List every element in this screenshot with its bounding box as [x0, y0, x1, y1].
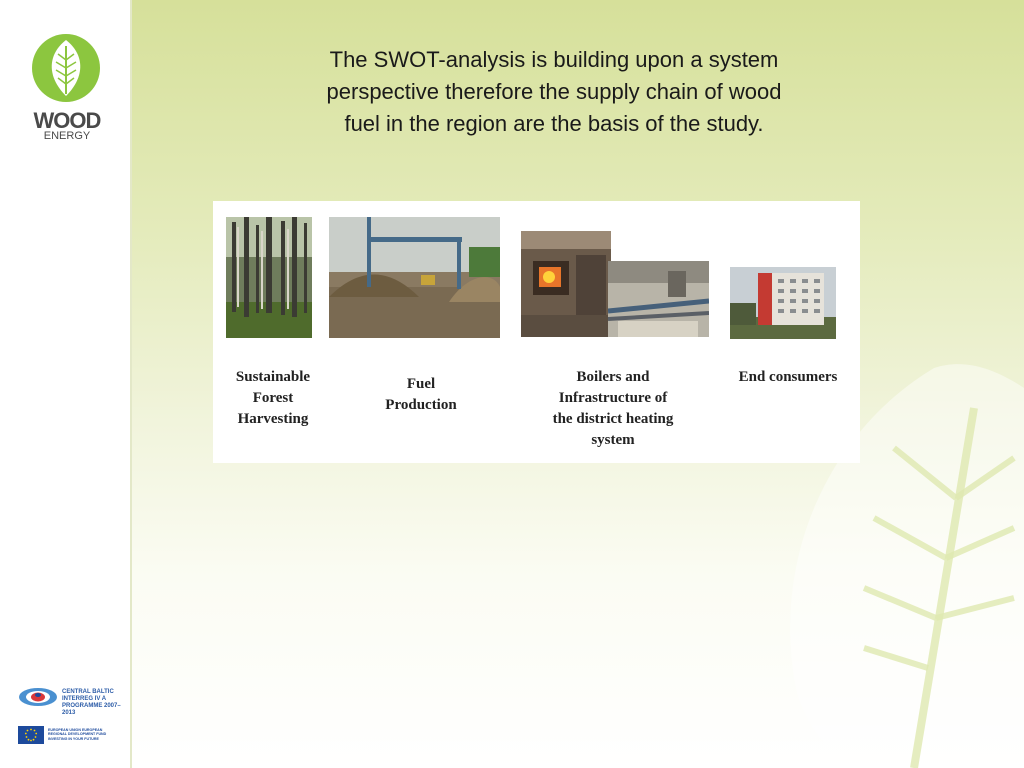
central-baltic-logo — [18, 684, 121, 724]
logo-wood-text: WOOD — [33, 108, 101, 133]
caption-end-consumers: End consumers — [738, 369, 838, 385]
forest-photo — [226, 217, 312, 338]
sidebar — [0, 0, 132, 768]
eu-fund-text: EUROPEAN UNION EUROPEAN REGIONAL DEVELOPMENT FUND INVESTING IN YOUR FUTURE — [48, 728, 107, 741]
fuel-production-photo — [329, 217, 500, 338]
caption-forest-harvesting: Sustainable Forest Harvesting — [235, 369, 311, 427]
headline-text: The SWOT-analysis is building upon a system perspective therefore the supply chain of wood fuel in the region are the basis of the study. — [326, 47, 782, 136]
building-photo — [730, 267, 836, 339]
wood-energy-logo — [26, 32, 106, 144]
eu-flag-icon — [18, 726, 44, 744]
boiler-photo — [521, 231, 611, 337]
logo-energy-text: ENERGY — [43, 130, 91, 142]
eu-logo — [18, 726, 118, 746]
supply-chain-figure — [213, 201, 860, 463]
central-baltic-text: CENTRAL BALTIC INTERREG IV A PROGRAMME 2007–2013 — [62, 689, 121, 716]
caption-fuel-production: Fuel Production — [385, 376, 457, 413]
central-baltic-icon — [18, 684, 58, 710]
pipes-photo — [608, 261, 709, 337]
caption-boilers-infrastructure: Boilers and Infrastructure of the district heating system — [552, 369, 674, 448]
leaf-logo-icon — [26, 32, 106, 112]
